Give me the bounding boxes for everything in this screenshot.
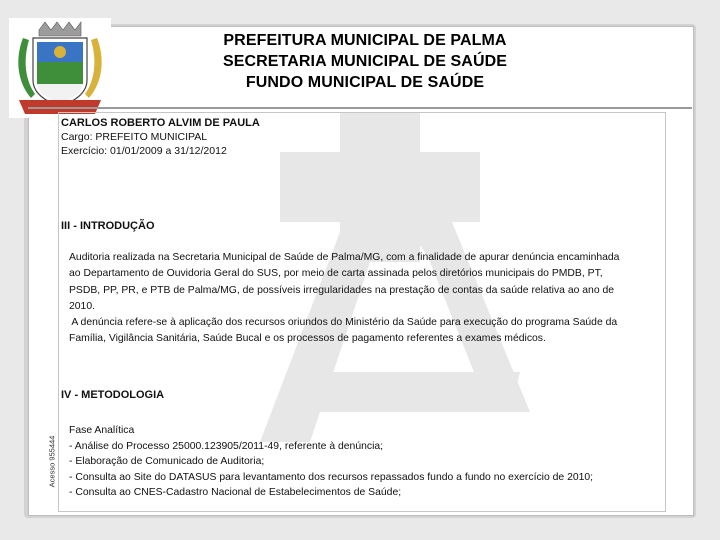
coat-of-arms-logo: [9, 18, 111, 118]
header-line-fundo: FUNDO MUNICIPAL DE SAÚDE: [245, 74, 485, 91]
official-block: [61, 116, 661, 158]
official-name: CARLOS ROBERTO ALVIM DE PAULA: [61, 117, 260, 129]
official-term: Exercício: 01/01/2009 a 31/12/2012: [61, 145, 227, 157]
access-code-text: Acesso 955444: [47, 435, 57, 488]
introducao-line: 2010.: [69, 300, 96, 312]
introducao-line: Família, Vigilância Sanitária, Saúde Bucal e os processos de pagamento referentes a exames médicos.: [69, 333, 546, 345]
introducao-line: A denúncia refere-se à aplicação dos recursos oriundos do Ministério da Saúde para execução do programa Saúde da: [69, 317, 618, 329]
header-line-prefeitura: PREFEITURA MUNICIPAL DE PALMA: [223, 32, 507, 49]
list-item: - Análise do Processo 25000.123905/2011-49, referente à denúncia;: [69, 440, 384, 452]
introducao-line: PSDB, PP, PR, e PTB de Palma/MG, de possíveis irregularidades na prestação de contas da saúde relativa ao ano de: [69, 284, 615, 296]
list-item: - Consulta ao CNES-Cadastro Nacional de Estabelecimentos de Saúde;: [69, 487, 402, 498]
official-role: Cargo: PREFEITO MUNICIPAL: [61, 131, 208, 143]
header-line-secretaria: SECRETARIA MUNICIPAL DE SAÚDE: [222, 53, 508, 70]
header-titles: [170, 30, 560, 93]
phase-title: Fase Analítica: [69, 425, 135, 436]
section-heading-metodologia: IV - METODOLOGIA: [61, 389, 165, 401]
list-item: - Elaboração de Comunicado de Auditoria;: [69, 456, 265, 467]
access-code-stamp: [44, 430, 60, 500]
list-item: - Consulta ao Site do DATASUS para levantamento dos recursos repassados fundo a fundo no exercício de 2010;: [69, 471, 594, 483]
section-heading-introducao: III - INTRODUÇÃO: [61, 220, 155, 232]
metodologia-list: [69, 423, 659, 501]
introducao-paragraph: [69, 250, 661, 348]
introducao-line: Auditoria realizada na Secretaria Municipal de Saúde de Palma/MG, com a finalidade de apurar denúncia encaminhada: [69, 252, 620, 263]
header-divider: [28, 107, 692, 109]
introducao-line: ao Departamento de Ouvidoria Geral do SUS, por meio de carta assinada pelos diretórios municipais do PMDB, PT,: [69, 268, 603, 280]
